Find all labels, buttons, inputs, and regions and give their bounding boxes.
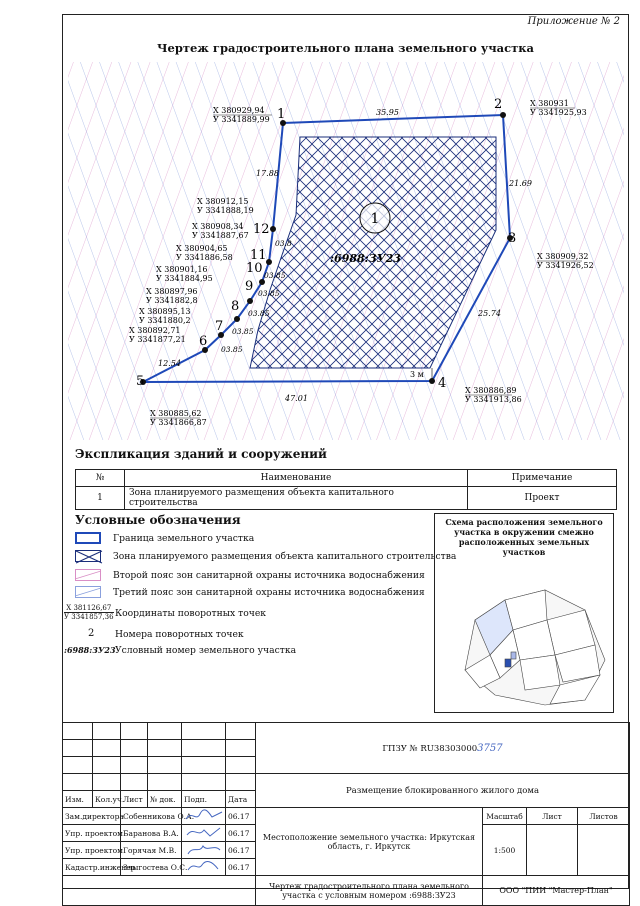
sheet-label: Лист: [527, 808, 578, 825]
col-header-signature: Подп.: [182, 791, 226, 808]
segment-length-10-11: 03.85: [264, 271, 286, 280]
legend-heading: Условные обозначения: [75, 513, 241, 527]
coord-6-y: У 3341877,21: [129, 335, 186, 344]
explication-heading: Экспликация зданий и сооружений: [75, 447, 327, 461]
coord-9-y: У 3341884,95: [156, 274, 213, 283]
legend-point-label: Номера поворотных точек: [115, 629, 244, 640]
legend-coord-label: Координаты поворотных точек: [115, 608, 267, 619]
signer-name: Собенникова О.А.: [121, 808, 182, 825]
signer-date: 06.17: [226, 808, 256, 825]
scale-value: 1:500: [483, 825, 527, 876]
legend-cad-sample: :6988:ЗУ23: [64, 645, 116, 655]
coord-10-x: Х 380904,65: [176, 244, 228, 253]
signer-name: Злыгостева О.С.: [121, 859, 182, 876]
explication-row-no: 1: [76, 487, 125, 510]
coord-11-y: У 3341887,67: [192, 231, 249, 240]
signature-icon: [184, 842, 224, 856]
point-number-3: 3: [508, 231, 517, 246]
coord-3-x: Х 380909,32: [537, 252, 589, 261]
point-number-4: 4: [438, 376, 447, 391]
segment-length-9-10: 03.85: [258, 289, 280, 298]
legend-label: Третий пояс зон санитарной охраны источника водоснабжения: [113, 586, 425, 598]
point-number-8: 8: [231, 299, 240, 314]
legend-coord-x: Х 381126,67: [64, 604, 114, 613]
point-number-9: 9: [245, 279, 254, 294]
segment-length-8-9: 03.85: [248, 309, 270, 318]
coord-4-y: У 3341913,86: [465, 395, 522, 404]
signer-name: Горячая М.В.: [121, 842, 182, 859]
segment-length-5-6: 12.54: [158, 359, 181, 368]
point-number-7: 7: [215, 319, 224, 334]
col-header-sheet: Лист: [121, 791, 148, 808]
coord-1-x: Х 380929,94: [213, 106, 265, 115]
zone-number-label: 1: [370, 211, 380, 227]
legend-item-boundary: [75, 532, 254, 544]
boundary-symbol-icon: [75, 532, 101, 544]
cadastral-number-label: :6988:ЗУ23: [330, 252, 401, 265]
coord-5-y: У 3341866,87: [150, 418, 207, 427]
segment-length-6-7: 03.85: [221, 345, 243, 354]
location-scheme: [434, 513, 614, 713]
coord-12-x: Х 380912,15: [197, 197, 249, 206]
coord-3-y: У 3341926,52: [537, 261, 594, 270]
signature-icon: [184, 825, 224, 839]
scale-label: Масштаб: [483, 808, 527, 825]
segment-length-2-3: 21.69: [509, 179, 532, 188]
explication-col-name: Наименование: [125, 470, 468, 487]
legend-item-zone-3: [75, 586, 425, 598]
point-number-6: 6: [199, 334, 208, 349]
coord-2-x: Х 380931: [530, 99, 569, 108]
organization-name: ООО "ПИИ "Мастер-План": [483, 876, 630, 906]
col-header-change: Изм.: [63, 791, 93, 808]
legend-coord-y: У 3341857,36: [64, 613, 114, 621]
drawing-title-cell: Чертеж градостроительного плана земельного участка с условным номером :6988:ЗУ23: [256, 876, 483, 906]
col-header-doc-no: № док.: [148, 791, 182, 808]
point-number-1: 1: [277, 107, 286, 122]
point-number-11: 11: [250, 248, 267, 263]
explication-table: [75, 469, 617, 510]
coord-2-y: У 3341925,93: [530, 108, 587, 117]
coord-8-y: У 3341882,8: [146, 296, 198, 305]
doc-number: ГПЗУ № RU38303000: [382, 743, 478, 754]
gap-label: 3 м: [410, 370, 424, 379]
segment-length-3-4: 25.74: [478, 309, 501, 318]
signer-date: 06.17: [226, 825, 256, 842]
coord-11-x: Х 380908,34: [192, 222, 244, 231]
sheets-label: Листов: [578, 808, 630, 825]
location-scheme-map: [435, 560, 613, 710]
legend-label: Зона планируемого размещения объекта капитального строительства: [113, 550, 457, 562]
legend-cad-label: Условный номер земельного участка: [115, 645, 297, 656]
cross-hatch-symbol-icon: [75, 550, 101, 562]
signer-date: 06.17: [226, 859, 256, 876]
legend-coord-sample: [64, 604, 114, 621]
coord-1-y: У 3341889,99: [213, 115, 270, 124]
coord-5-x: Х 380885,62: [150, 409, 202, 418]
legend-item-zone-2: [75, 569, 425, 581]
point-number-10: 10: [246, 261, 263, 276]
object-name: Размещение блокированного жилого дома: [256, 774, 630, 808]
signer-date: 06.17: [226, 842, 256, 859]
signature-icon: [184, 859, 224, 873]
coord-6-x: Х 380892,71: [129, 326, 181, 335]
table-row: [76, 487, 617, 510]
appendix-label: Приложение № 2: [527, 16, 620, 27]
doc-number-cell: [256, 723, 630, 774]
coord-7-y: У 3341880,2: [139, 316, 191, 325]
point-number-5: 5: [136, 374, 145, 389]
segment-length-4-5: 47.01: [285, 394, 308, 403]
signature-icon: [184, 808, 224, 822]
segment-length-7-8: 03.85: [232, 327, 254, 336]
blue-hatch-symbol-icon: [75, 586, 101, 598]
point-number-12: 12: [253, 222, 270, 237]
explication-row-note: Проект: [468, 487, 617, 510]
explication-row-name: Зона планируемого размещения объекта капитального строительства: [125, 487, 468, 510]
coord-9-x: Х 380901,16: [156, 265, 208, 274]
segment-length-1-2: 35.95: [376, 108, 399, 117]
col-header-count: Кол.уч.: [93, 791, 121, 808]
signer-role: Упр. проектом: [63, 825, 121, 842]
coord-10-y: У 3341886,58: [176, 253, 233, 262]
legend-item-construction-zone: [75, 550, 456, 562]
location-cell: Местоположение земельного участка: Иркутская область, г. Иркутск: [256, 808, 483, 876]
signer-name: Баранова В.А.: [121, 825, 182, 842]
segment-length-12-1: 17.88: [256, 169, 279, 178]
explication-col-no: №: [76, 470, 125, 487]
legend-label: Граница земельного участка: [113, 532, 255, 544]
legend-point-sample: 2: [88, 628, 95, 639]
segment-length-11-12: 03.8: [275, 239, 292, 248]
coord-12-y: У 3341888,19: [197, 206, 254, 215]
signer-role: Кадастр.инженер: [63, 859, 121, 876]
signer-role: Зам.директора: [63, 808, 121, 825]
doc-number-handwritten: 3757: [477, 742, 503, 754]
legend-label: Второй пояс зон санитарной охраны источника водоснабжения: [113, 569, 425, 581]
point-number-2: 2: [494, 97, 503, 112]
explication-col-note: Примечание: [468, 470, 617, 487]
coord-4-x: Х 380886,89: [465, 386, 517, 395]
coord-7-x: Х 380895,13: [139, 307, 191, 316]
signer-role: Упр. проектом: [63, 842, 121, 859]
page-title: Чертеж градостроительного плана земельного участка: [157, 41, 534, 55]
scheme-title: Схема расположения земельного участка в окружении смежно расположенных земельных участков: [445, 517, 603, 557]
coord-8-x: Х 380897,96: [146, 287, 198, 296]
pink-hatch-symbol-icon: [75, 569, 101, 581]
site-plan-drawing: [62, 60, 629, 445]
title-block: [62, 722, 629, 900]
col-header-date: Дата: [226, 791, 256, 808]
